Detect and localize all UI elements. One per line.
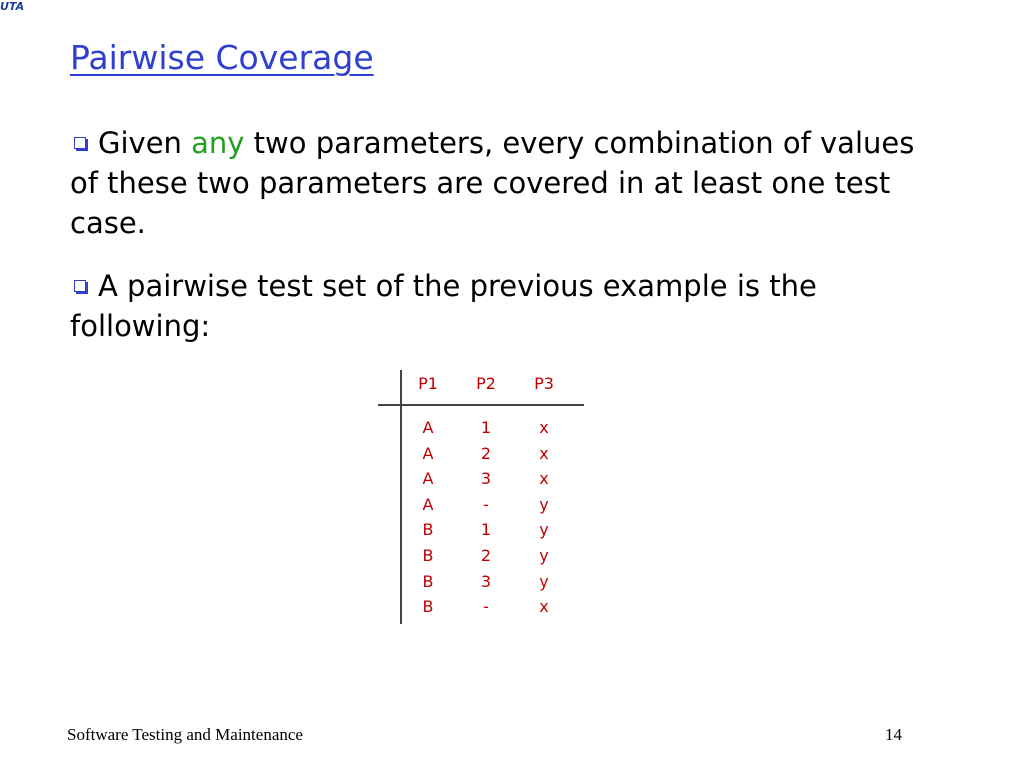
bullet-1-highlight: any — [191, 126, 245, 160]
table-cell: B — [422, 597, 434, 617]
table-cell: y — [539, 546, 549, 565]
footer-course-name: Software Testing and Maintenance — [67, 725, 303, 744]
footer-page-number: 14 — [885, 725, 902, 744]
table-cell: y — [539, 494, 549, 514]
table-cell: y — [539, 520, 549, 540]
table-cell: 2 — [480, 443, 492, 463]
table-cell: A — [422, 418, 434, 437]
table-cell: B — [422, 546, 434, 565]
table-cell: 1 — [480, 520, 492, 540]
table-cell: 3 — [480, 469, 492, 489]
slide-title: Pairwise Coverage — [70, 38, 374, 77]
table-cell: 3 — [480, 571, 492, 591]
table-header-p1: P1 — [418, 374, 438, 393]
table-cell: A — [422, 443, 434, 463]
table-cell: 2 — [480, 546, 492, 565]
table-cell: x — [539, 469, 549, 489]
bullet-box-icon — [74, 137, 86, 149]
table-cell: 1 — [480, 418, 492, 437]
table-cell: y — [539, 571, 549, 591]
table-cell: x — [539, 443, 549, 463]
table-header-p2: P2 — [476, 374, 496, 393]
table-cell: B — [422, 520, 434, 540]
uta-logo: UTA — [0, 0, 25, 13]
bullet-1-text-end: two parameters, every combination of values of these two parameters are covered in at least one test case. — [70, 126, 915, 240]
table-cell: - — [483, 597, 489, 617]
bullet-box-icon — [74, 280, 86, 292]
table-cell: A — [422, 494, 434, 514]
table-header-p3: P3 — [534, 374, 554, 393]
bullet-item-2 — [70, 266, 930, 346]
table-header-rule — [378, 404, 584, 406]
table-cell: x — [539, 418, 549, 437]
table-cell: B — [422, 571, 434, 591]
pairwise-test-table — [378, 370, 588, 624]
bullet-item-1 — [70, 123, 930, 243]
table-vertical-rule — [400, 370, 402, 624]
bullet-2-text: A pairwise test set of the previous example is the following: — [70, 269, 817, 343]
table-cell: x — [539, 597, 549, 617]
table-cell: A — [422, 469, 434, 489]
table-cell: - — [483, 494, 489, 514]
bullet-1-text-start: Given — [98, 126, 192, 160]
